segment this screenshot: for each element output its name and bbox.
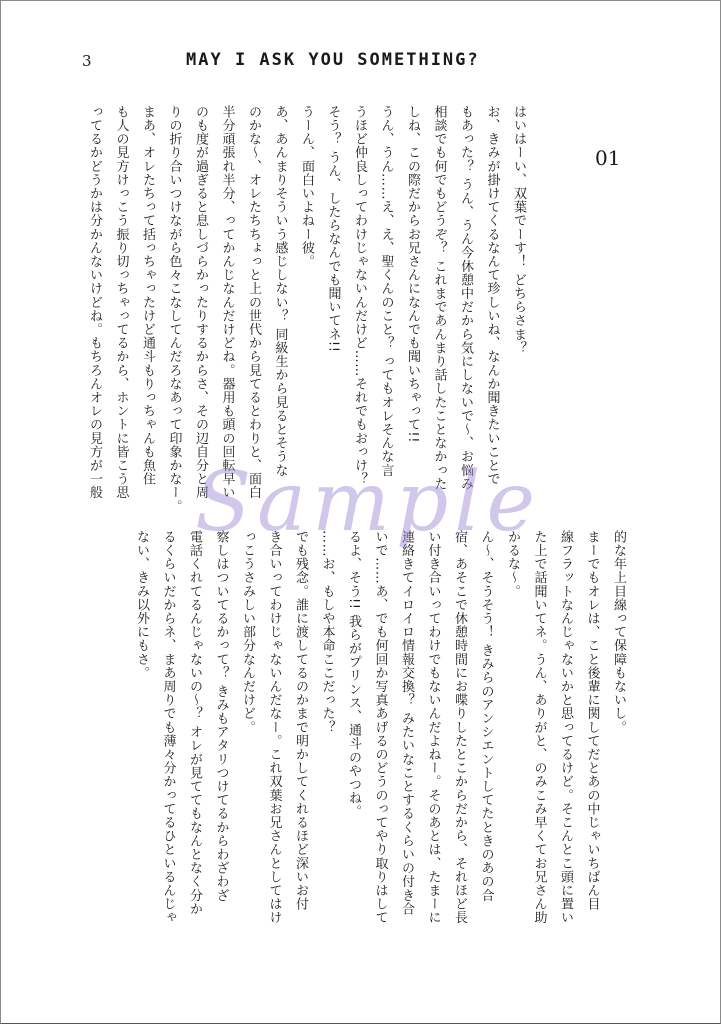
text-line: まーでもオレは、こと後輩に関してだとあの中じゃいちばん目 [584, 530, 600, 911]
text-line: いで……あ、でも何回か写真あげるのどうのってやり取りはして [372, 530, 388, 925]
text-line: うん、うん……え、え、聖くんのこと？ ってもオレそんな言 [378, 105, 394, 477]
text-line: お、きみが掛けてくるなんて珍しいね、なんか聞きたいことで [484, 105, 500, 486]
text-line: い付き合いってわけでもないんだよねー。そのあとは、たまーに [425, 530, 441, 925]
text-line: き合いってわけじゃないんだなー。これ双葉お兄さんとしてはけ [266, 530, 282, 925]
text-line: のも度が過ぎると息しづらかったりするからさ、その辺自分と周 [193, 105, 208, 500]
text-line: はいはーい、双葉でーす！ どちらさま？ [511, 105, 526, 355]
text-line: 相談でも何でもどうぞ？ これまであんまり話したことなかった [431, 105, 447, 491]
text-line: 的な年上目線って保障もないし。 [611, 530, 626, 734]
text-line: 察しはついてるかって？ きみもアタリつけてるからわざわざ [213, 530, 229, 902]
text-line: 電話くれてるんじゃないの〜？ オレが見ててもなんとなく分か [187, 530, 202, 916]
text-line: 線フラットなんじゃないかと思ってるけど。そこんとこ頭に置い [558, 530, 573, 925]
text-line: かるな〜。 [505, 530, 520, 598]
text-line: ん〜、そうそう！ きみらのアンシエントしてたときのあの合 [478, 530, 494, 902]
chapter-number: 01 [595, 146, 621, 170]
text-line: うほど仲良しってわけじゃないんだけど……それでもおっけ？ [352, 105, 367, 486]
text-line: まあ、オレたちって括っちゃったけど通斗もりっちゃんも魚住 [140, 105, 155, 486]
text-line: ってるかどうかは分かんないけどね。もちろんオレの見方が一般 [87, 105, 102, 500]
text-line: るよ、そう!! 我らがプリンス、通斗のやつね。 [346, 530, 361, 819]
text-column-bottom [128, 530, 632, 930]
text-line: るくらいだからネ、まあ周りでも薄々分かってるひといるんじゃ [160, 530, 176, 925]
text-line: あ、あんまりそういう感じしない？ 同級生から見るとそうな [272, 105, 288, 477]
running-title: MAY I ASK YOU SOMETHING? [186, 50, 480, 70]
text-line: うーん、面白いよねー彼。 [299, 105, 314, 269]
text-line: っこうさみしい部分なんだけど。 [240, 530, 255, 734]
text-column-top [81, 105, 532, 513]
text-line: ……お、もしや本命ここだった？ [319, 530, 335, 734]
text-line: ない、きみ以外にもさ。 [134, 530, 149, 680]
text-line: でも残念。誰に渡してるのかまで明かしてくれるほど深いお付 [293, 530, 308, 911]
text-line: そう？ うん、したらなんでも聞いてネ!! [325, 105, 341, 353]
text-line: 連絡きてイロイロ情報交換？ みたいなことするくらいの付き合 [399, 530, 414, 916]
text-line: のかな〜、オレたちちょっと上の世代から見てるとわりと、面白 [246, 105, 261, 500]
text-line: も人の見方けっこう振り切っちゃってるから、ホントに皆こう思 [113, 105, 129, 500]
text-line: 半分頑張れ半分、ってかんじなんだけどね。器用も頭の回転早い [219, 105, 235, 500]
text-line: 宿、あそこで休憩時間にお喋りしたとこからだから、それほど長 [452, 530, 467, 925]
text-line: しね、この際だからお兄さんになんでも聞いちゃって!! [405, 105, 420, 444]
text-line: た上で話聞いてネ。うん、ありがと、のみこみ早くてお兄さん助 [531, 530, 547, 925]
text-line: りの折り合いつけながら色々こなしてんだろなあって印象かなー。 [166, 105, 182, 513]
text-line: もあった？ うん、うん今休憩中だから気にしないで〜、お悩み [458, 105, 473, 491]
sample-watermark: Sample [195, 455, 542, 550]
page-number: 3 [82, 52, 92, 70]
